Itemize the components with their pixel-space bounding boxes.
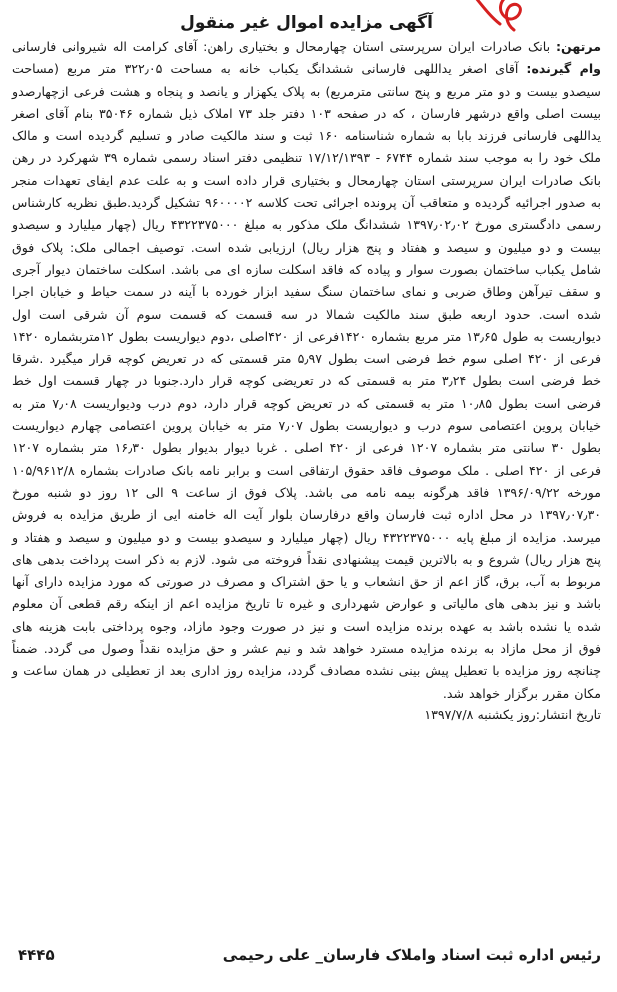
- notice-title: آگهی مزایده اموال غیر منقول: [180, 13, 433, 33]
- debtor-label: وام گیرنده:: [526, 61, 601, 77]
- notice-body: [10, 36, 603, 705]
- mortgagee-text: بانک صادرات ایران سرپرستی استان چهارمحال و بختیاری راهن: آقای کرامت اله شیروانی فارسانی: [12, 39, 556, 54]
- notice-footer: [18, 940, 601, 970]
- signature-line: رئیس اداره ثبت اسناد واملاک فارسان_ علی رحیمی: [222, 946, 601, 964]
- notice-code: ۴۴۴۵: [18, 946, 55, 964]
- mortgagee-label: مرتهن:: [555, 39, 601, 54]
- notice-main-text: آقای اصغر یداللهی فارسانی ششدانگ یکباب خانه به مساحت ۳۲۲٫۰۵ متر مربع (مساحت سیصدو بیست و دو متر مربع و پنج سانتی مترمربع) به پلاک یکهزار و یانصد و پنجاه و هشت فرعی ازچهارصدو بیست اصلی واقع درشهر فارسان ، که در صفحه ۱۰۳ دفتر جلد ۷۳ املاک ذیل شماره ۳۵۰۴۶ بنام آقای اصغر یداللهی فارسانی فرزند بابا به شماره شناسنامه ۱۶۰ ثبت و سند مالکیت صادر و تسلیم گردیده است و مالک ملک خود را به موجب سند شماره ۶۷۴۴ - ۱۷/۱۲/۱۳۹۳ تنظیمی دفتر اسناد رسمی شماره ۳۹ شهرکرد در رهن بانک صادرات ایران سرپرستی استان چهارمحال و بختیاری قرار داده است و به علت عدم ایفای تعهدات منجر به صدور اجرائیه گردیده و متعاقب آن پرونده اجرائی تحت کلاسه ۹۶۰۰۰۰۲ تشکیل گردید.طبق نظریه کارشناس رسمی دادگستری مورخ ۱۳۹۷٫۰۲٫۰۲ ششدانگ ملک مذکور به مبلغ ۴۳۲۲۳۷۵۰۰۰ ریال (چهار میلیارد و سیصدو بیست و دو میلیون و سیصد و هفتاد و پنج هزار ریال) ارزیابی شده است. توصیف اجمالی ملک: پلاک فوق شامل یکباب ساختمان بصورت سوار و پیاده که فاقد اسکلت سازه ای می باشد. اسکلت ساختمان دیوار آجری و سقف تیرآهن وطاق ضربی و نمای ساختمان سنگ سفید ابزار خورده با آینه در سمت حیاط و خیابان اجرا شده است. حدود اربعه طبق سند مالکیت شمالا در سه قسمت که قسمت سوم آن شرقی است اول دیواریست به طول ۱۳٫۶۵ متر مربع بشماره ۱۴۲۰فرعی از ۴۲۰اصلی ،دوم دیواریست بطول ۱۲متربشماره ۱۴۲۰ فرعی از ۴۲۰ اصلی سوم خط فرضی است بطول ۵٫۹۷ متر قسمتی که در تعریض کوچه قرار میگیرد .شرقا خط فرضی است بطول ۳٫۲۴ متر به قسمتی که در تعریضی کوچه قرار دارد.جنوبا در چهار قسمت اول خط فرضی است بطول ۱۰٫۸۵ متر به قسمتی که در تعریض کوچه قرار دارد، دوم درب ودیواریست ۷٫۰۸ متر به خیابان پروین اعتصامی سوم درب و دیواریست بطول ۷٫۰۷ متر به خیابان پروین اعتصامی چهارم دیواریست بطول ۳۰ سانتی متر بشماره ۱۲۰۷ فرعی از ۴۲۰ اصلی . غربا دیوار بدیوار بطول ۱۶٫۳۰ متر بشماره ۱۲۰۷ فرعی از ۴۲۰ اصلی . ملک موصوف فاقد حقوق ارتفاقی است و برابر نامه بانک صادرات بشماره ۱۰۵/۹۶۱۲/۸ مورخه ۱۳۹۶/۰۹/۲۲ فاقد هرگونه بیمه نامه می باشد. پلاک فوق از ساعت ۹ الی ۱۲ روز دو شنبه مورخ ۱۳۹۷٫۰۷٫۳۰ در محل اداره ثبت فارسان واقع درفارسان بلوار آیت اله خامنه ایی از طریق مزایده به فروش میرسد. مزایده از مبلغ پایه ۴۳۲۲۳۷۵۰۰۰ ریال (چهار میلیارد و سیصدو بیست و دو میلیون و سیصد و هفتاد و پنج هزار ریال) شروع و به بالاترین قیمت پیشنهادی نقداً فروخته می شود. لازم به ذکر است پرداخت بدهی های مربوط به آب، برق، گاز اعم از حق انشعاب و یا حق اشتراک و مصرف در صورتی که مورد مزایده دارای آنها باشد و نیز بدهی های مالیاتی و عوارض شهرداری و غیره تا تاریخ مزایده اعم از اینکه رقم قطعی آن معلوم شده یا نشده باشد به عهده برنده مزایده است و نیز در صورت وجود مازاد، وجوه پرداختی بابت هزینه های فوق از محل مازاد به برنده مزایده مسترد خواهد شد و نیم عشر و حق مزایده نقداً وصول می گردد. ضمناً چنانچه روز مزایده با تعطیل پیش بینی نشده مصادف گردد، مزایده روز اداری بعد از تعطیلی در همان ساعت و مکان مقرر برگزار خواهد شد.: [12, 61, 602, 701]
- publish-date: تاریخ انتشار:روز یکشنبه ۱۳۹۷/۷/۸: [424, 706, 601, 722]
